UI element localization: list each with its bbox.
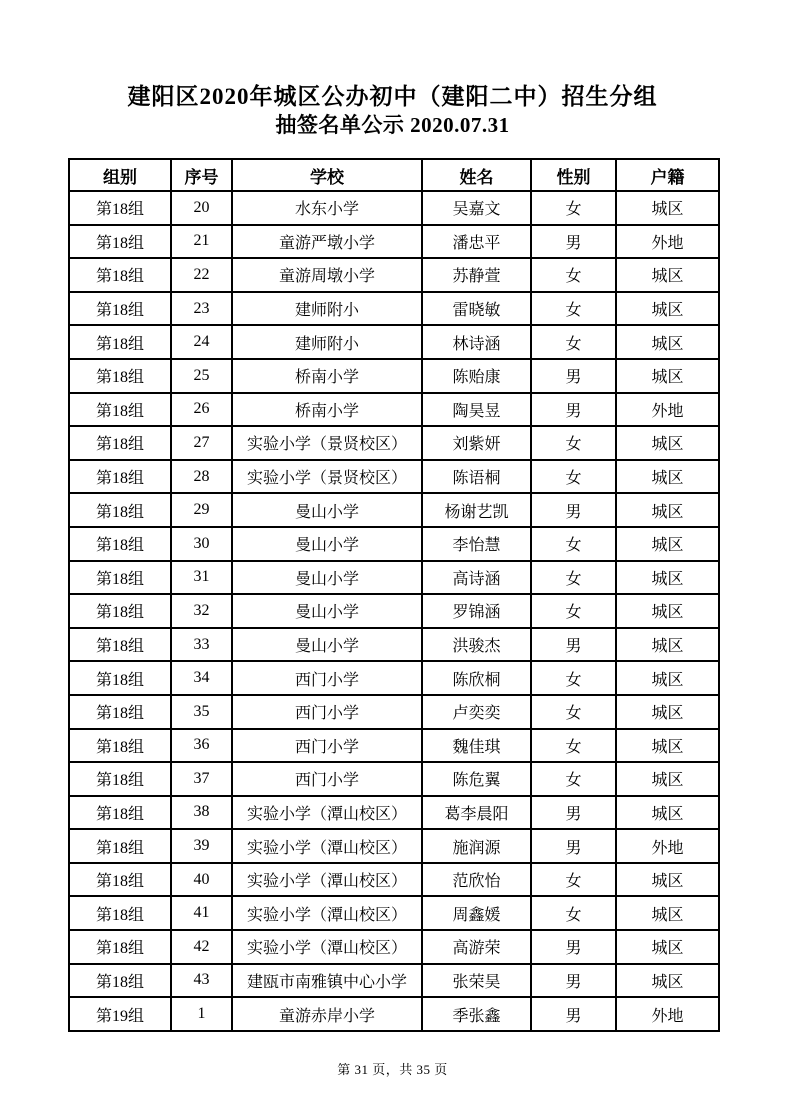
table-row: [69, 896, 719, 930]
cell-serial: 33: [171, 628, 232, 662]
cell-name: 范欣怡: [422, 863, 531, 897]
cell-school: 建师附小: [232, 325, 422, 359]
cell-registration: 城区: [616, 930, 719, 964]
cell-gender: 女: [531, 325, 616, 359]
cell-registration: 外地: [616, 225, 719, 259]
cell-school: 实验小学（潭山校区）: [232, 796, 422, 830]
cell-serial: 28: [171, 460, 232, 494]
cell-serial: 20: [171, 191, 232, 225]
cell-school: 西门小学: [232, 695, 422, 729]
cell-registration: 城区: [616, 561, 719, 595]
cell-school: 实验小学（潭山校区）: [232, 863, 422, 897]
cell-name: 周鑫媛: [422, 896, 531, 930]
table-row: [69, 997, 719, 1031]
table-row: [69, 359, 719, 393]
cell-serial: 23: [171, 292, 232, 326]
cell-gender: 男: [531, 628, 616, 662]
cell-school: 桥南小学: [232, 393, 422, 427]
cell-school: 童游严墩小学: [232, 225, 422, 259]
cell-name: 李怡慧: [422, 527, 531, 561]
cell-school: 曼山小学: [232, 561, 422, 595]
cell-group: 第18组: [69, 426, 171, 460]
cell-gender: 女: [531, 863, 616, 897]
cell-school: 桥南小学: [232, 359, 422, 393]
cell-name: 雷晓敏: [422, 292, 531, 326]
cell-registration: 城区: [616, 325, 719, 359]
cell-serial: 39: [171, 829, 232, 863]
cell-registration: 城区: [616, 796, 719, 830]
cell-group: 第18组: [69, 561, 171, 595]
cell-group: 第18组: [69, 762, 171, 796]
table-row: [69, 460, 719, 494]
table-row: [69, 292, 719, 326]
cell-registration: 城区: [616, 258, 719, 292]
cell-group: 第18组: [69, 628, 171, 662]
cell-group: 第18组: [69, 527, 171, 561]
cell-name: 季张鑫: [422, 997, 531, 1031]
cell-school: 西门小学: [232, 762, 422, 796]
table-row: [69, 762, 719, 796]
cell-serial: 42: [171, 930, 232, 964]
page-number: 第 31 页，共 35 页: [337, 1062, 448, 1077]
cell-group: 第18组: [69, 292, 171, 326]
header-name: 姓名: [422, 159, 531, 191]
cell-gender: 女: [531, 661, 616, 695]
table-row: [69, 527, 719, 561]
cell-gender: 女: [531, 460, 616, 494]
cell-school: 曼山小学: [232, 527, 422, 561]
table-body: [69, 191, 719, 1031]
cell-name: 魏佳琪: [422, 729, 531, 763]
cell-serial: 43: [171, 964, 232, 998]
cell-group: 第18组: [69, 863, 171, 897]
cell-gender: 男: [531, 225, 616, 259]
cell-gender: 女: [531, 729, 616, 763]
cell-school: 西门小学: [232, 661, 422, 695]
cell-registration: 城区: [616, 191, 719, 225]
cell-school: 实验小学（潭山校区）: [232, 930, 422, 964]
cell-serial: 36: [171, 729, 232, 763]
cell-name: 高游荣: [422, 930, 531, 964]
cell-name: 吴嘉文: [422, 191, 531, 225]
cell-gender: 男: [531, 359, 616, 393]
cell-gender: 女: [531, 527, 616, 561]
cell-registration: 城区: [616, 896, 719, 930]
cell-gender: 男: [531, 493, 616, 527]
cell-school: 曼山小学: [232, 493, 422, 527]
cell-gender: 女: [531, 762, 616, 796]
cell-name: 潘忠平: [422, 225, 531, 259]
cell-name: 高诗涵: [422, 561, 531, 595]
page-subtitle: 抽签名单公示 2020.07.31: [275, 113, 510, 137]
cell-serial: 25: [171, 359, 232, 393]
cell-serial: 27: [171, 426, 232, 460]
table-row: [69, 729, 719, 763]
table-row: [69, 628, 719, 662]
cell-registration: 城区: [616, 594, 719, 628]
cell-serial: 24: [171, 325, 232, 359]
cell-school: 建瓯市南雅镇中心小学: [232, 964, 422, 998]
table-row: [69, 325, 719, 359]
cell-school: 实验小学（景贤校区）: [232, 460, 422, 494]
cell-gender: 男: [531, 997, 616, 1031]
cell-serial: 26: [171, 393, 232, 427]
cell-registration: 城区: [616, 661, 719, 695]
cell-gender: 男: [531, 393, 616, 427]
header-group: 组别: [69, 159, 171, 191]
table-row: [69, 661, 719, 695]
cell-name: 陈语桐: [422, 460, 531, 494]
cell-registration: 城区: [616, 695, 719, 729]
cell-school: 实验小学（潭山校区）: [232, 829, 422, 863]
cell-group: 第18组: [69, 964, 171, 998]
cell-name: 罗锦涵: [422, 594, 531, 628]
cell-name: 陶昊昱: [422, 393, 531, 427]
cell-name: 苏静萱: [422, 258, 531, 292]
cell-gender: 男: [531, 829, 616, 863]
table-row: [69, 426, 719, 460]
cell-name: 张荣昊: [422, 964, 531, 998]
cell-registration: 城区: [616, 729, 719, 763]
cell-registration: 城区: [616, 964, 719, 998]
table-row: [69, 863, 719, 897]
table-row: [69, 829, 719, 863]
cell-group: 第18组: [69, 225, 171, 259]
cell-group: 第19组: [69, 997, 171, 1031]
cell-registration: 外地: [616, 829, 719, 863]
cell-group: 第18组: [69, 460, 171, 494]
cell-group: 第18组: [69, 393, 171, 427]
cell-group: 第18组: [69, 359, 171, 393]
table-row: [69, 964, 719, 998]
cell-registration: 外地: [616, 997, 719, 1031]
cell-registration: 城区: [616, 762, 719, 796]
cell-serial: 21: [171, 225, 232, 259]
cell-name: 陈贻康: [422, 359, 531, 393]
cell-name: 陈危翼: [422, 762, 531, 796]
cell-group: 第18组: [69, 325, 171, 359]
table-row: [69, 695, 719, 729]
cell-group: 第18组: [69, 829, 171, 863]
cell-name: 林诗涵: [422, 325, 531, 359]
cell-name: 杨谢艺凯: [422, 493, 531, 527]
table-row: [69, 258, 719, 292]
cell-school: 西门小学: [232, 729, 422, 763]
table-header-row: [69, 159, 719, 191]
cell-gender: 女: [531, 561, 616, 595]
cell-gender: 女: [531, 258, 616, 292]
cell-registration: 外地: [616, 393, 719, 427]
cell-name: 施润源: [422, 829, 531, 863]
header-serial: 序号: [171, 159, 232, 191]
cell-group: 第18组: [69, 661, 171, 695]
cell-serial: 22: [171, 258, 232, 292]
cell-serial: 38: [171, 796, 232, 830]
cell-name: 葛李晨阳: [422, 796, 531, 830]
cell-school: 童游赤岸小学: [232, 997, 422, 1031]
cell-school: 建师附小: [232, 292, 422, 326]
table-row: [69, 594, 719, 628]
cell-registration: 城区: [616, 493, 719, 527]
table-row: [69, 493, 719, 527]
table-row: [69, 561, 719, 595]
cell-group: 第18组: [69, 796, 171, 830]
cell-group: 第18组: [69, 695, 171, 729]
cell-group: 第18组: [69, 191, 171, 225]
cell-name: 陈欣桐: [422, 661, 531, 695]
table-row: [69, 930, 719, 964]
cell-serial: 37: [171, 762, 232, 796]
cell-gender: 男: [531, 964, 616, 998]
cell-gender: 女: [531, 594, 616, 628]
cell-gender: 女: [531, 191, 616, 225]
cell-serial: 35: [171, 695, 232, 729]
cell-serial: 40: [171, 863, 232, 897]
cell-serial: 34: [171, 661, 232, 695]
cell-name: 卢奕奕: [422, 695, 531, 729]
cell-registration: 城区: [616, 426, 719, 460]
table-row: [69, 393, 719, 427]
table-row: [69, 796, 719, 830]
table-row: [69, 225, 719, 259]
cell-registration: 城区: [616, 628, 719, 662]
cell-school: 实验小学（潭山校区）: [232, 896, 422, 930]
cell-school: 水东小学: [232, 191, 422, 225]
cell-registration: 城区: [616, 359, 719, 393]
cell-gender: 男: [531, 930, 616, 964]
cell-registration: 城区: [616, 527, 719, 561]
header-gender: 性别: [531, 159, 616, 191]
header-registration: 户籍: [616, 159, 719, 191]
cell-group: 第18组: [69, 930, 171, 964]
cell-serial: 31: [171, 561, 232, 595]
cell-name: 洪骏杰: [422, 628, 531, 662]
page-title: 建阳区2020年城区公办初中（建阳二中）招生分组: [127, 84, 658, 109]
cell-group: 第18组: [69, 258, 171, 292]
cell-serial: 1: [171, 997, 232, 1031]
cell-group: 第18组: [69, 729, 171, 763]
table-row: [69, 191, 719, 225]
cell-school: 曼山小学: [232, 594, 422, 628]
cell-school: 童游周墩小学: [232, 258, 422, 292]
cell-gender: 女: [531, 292, 616, 326]
cell-name: 刘紫妍: [422, 426, 531, 460]
cell-registration: 城区: [616, 863, 719, 897]
cell-school: 曼山小学: [232, 628, 422, 662]
cell-group: 第18组: [69, 594, 171, 628]
cell-registration: 城区: [616, 292, 719, 326]
cell-group: 第18组: [69, 896, 171, 930]
cell-group: 第18组: [69, 493, 171, 527]
cell-serial: 29: [171, 493, 232, 527]
cell-gender: 女: [531, 695, 616, 729]
cell-gender: 男: [531, 796, 616, 830]
header-school: 学校: [232, 159, 422, 191]
cell-gender: 女: [531, 426, 616, 460]
cell-serial: 30: [171, 527, 232, 561]
roster-table: [68, 158, 720, 1032]
cell-serial: 32: [171, 594, 232, 628]
cell-serial: 41: [171, 896, 232, 930]
cell-gender: 女: [531, 896, 616, 930]
cell-school: 实验小学（景贤校区）: [232, 426, 422, 460]
cell-registration: 城区: [616, 460, 719, 494]
